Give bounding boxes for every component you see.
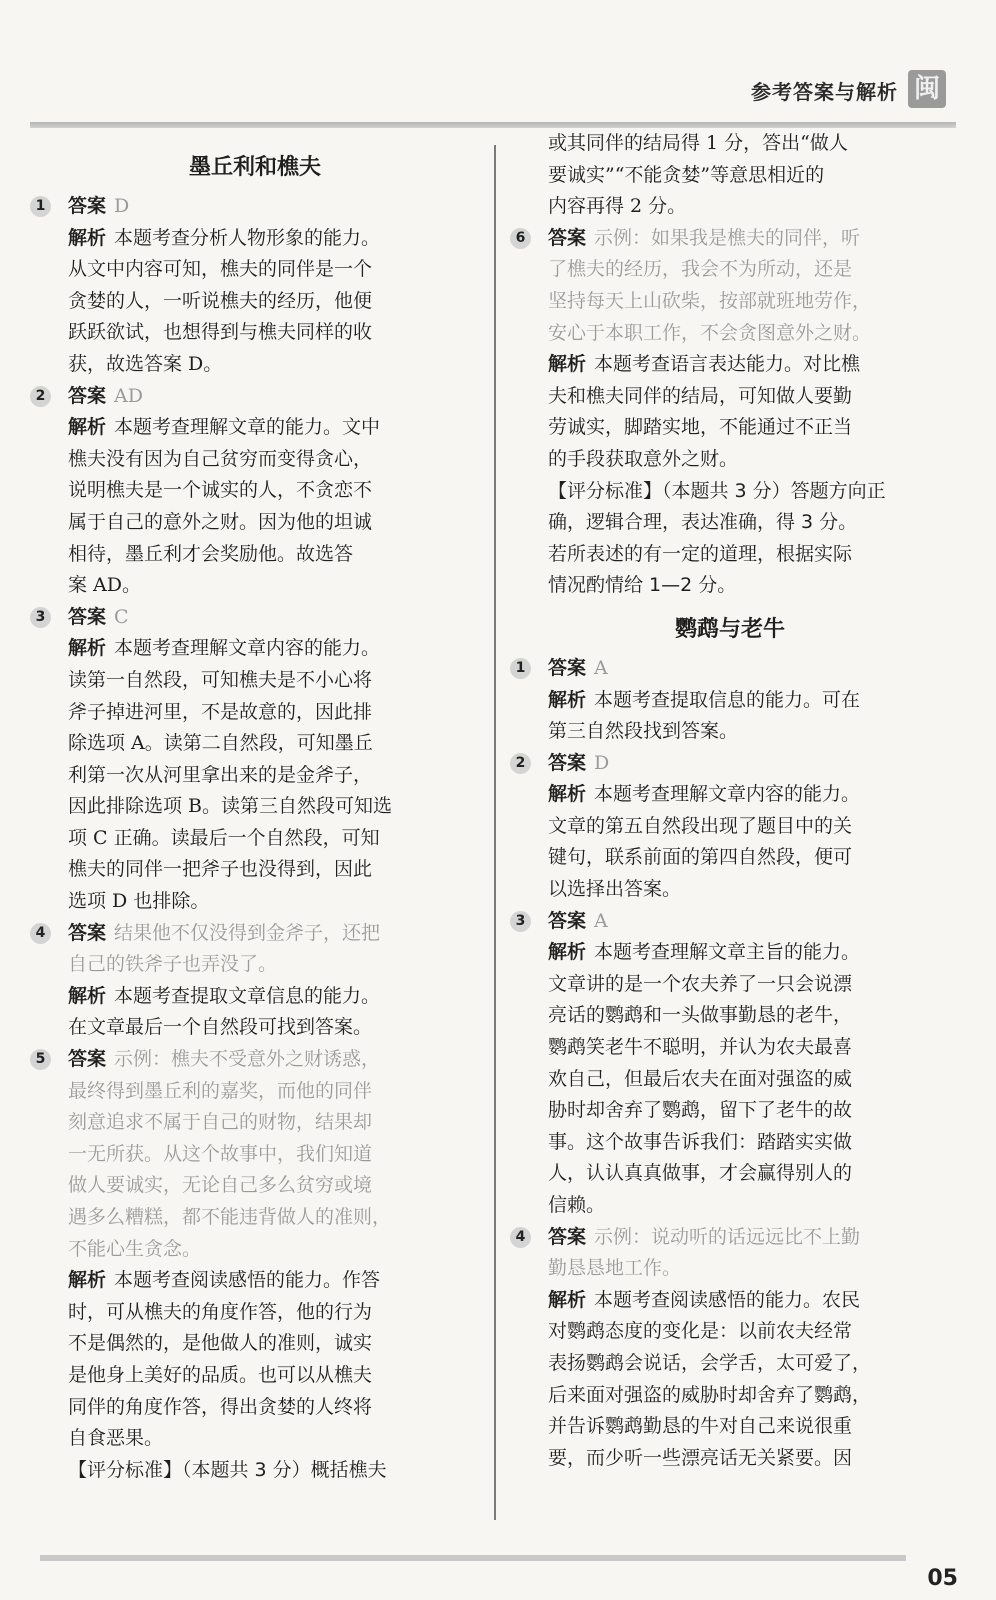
scoring-standard: 确，逻辑合理，表达准确，得 3 分。 — [548, 511, 858, 534]
question-number: 5 — [30, 1049, 51, 1070]
analysis-line: 同伴的角度作答，得出贪婪的人终将 — [68, 1395, 373, 1418]
analysis-line: 的手段获取意外之财。 — [548, 447, 739, 470]
analysis-line: 鹦鹉笑老牛不聪明，并认为农夫最喜 — [548, 1036, 853, 1059]
analysis-line: 跃跃欲试，也想得到与樵夫同样的收 — [68, 321, 373, 344]
analysis-line: 自食恶果。 — [68, 1427, 164, 1450]
question-number: 1 — [510, 658, 531, 679]
analysis-line: 夫和樵夫同伴的结局，可知做人要勤 — [548, 384, 853, 407]
answer-label: 答案 — [548, 226, 587, 249]
region-mark: 闽 — [908, 70, 946, 108]
analysis-line: 利第一次从河里拿出来的是金斧子， — [68, 763, 373, 786]
question-3 — [510, 906, 950, 1222]
answer-text: AD — [114, 384, 143, 407]
continued-line: 或其同伴的结局得 1 分，答出“做人 — [548, 132, 848, 154]
analysis-label: 解析 — [68, 226, 107, 249]
question-1 — [30, 191, 480, 381]
analysis-line: 对鹦鹉态度的变化是：以前农夫经常 — [548, 1320, 853, 1343]
section-title: 墨丘利和樵夫 — [188, 155, 321, 180]
analysis-label: 解析 — [548, 688, 587, 711]
answer-text: C — [114, 605, 129, 628]
analysis-line: 本题考查分析人物形象的能力。 — [114, 226, 381, 249]
analysis-label: 解析 — [548, 941, 587, 964]
analysis-line: 胁时却舍弃了鹦鹉，留下了老牛的故 — [548, 1099, 853, 1122]
right-column — [510, 128, 950, 1474]
answer-text: 了樵夫的经历，我会不为所动，还是 — [548, 258, 853, 281]
analysis-line: 说明樵夫是一个诚实的人，不贪恋不 — [68, 479, 373, 502]
answer-text: A — [594, 909, 608, 932]
answer-text: 示例：樵夫不受意外之财诱惑， — [114, 1048, 381, 1071]
scoring-standard: 【评分标准】（本题共 3 分）答题方向正 — [548, 479, 886, 502]
question-number: 3 — [30, 607, 51, 628]
answer-label: 答案 — [548, 1225, 587, 1248]
answer-text: A — [594, 656, 608, 679]
answer-text: 坚持每天上山砍柴，按部就班地劳作， — [548, 289, 872, 312]
left-column — [30, 140, 480, 1486]
analysis-line: 因此排除选项 B。读第三自然段可知选 — [68, 795, 393, 818]
scoring-standard: 若所表述的有一定的道理，根据实际 — [548, 542, 853, 565]
question-4 — [30, 918, 480, 1044]
answer-text: 安心于本职工作，不会贪图意外之财。 — [548, 321, 872, 344]
analysis-line: 后来面对强盗的威胁时却舍弃了鹦鹉， — [548, 1383, 872, 1406]
answer-text: 刻意追求不属于自己的财物，结果却 — [68, 1111, 373, 1134]
scoring-standard: 情况酌情给 1—2 分。 — [548, 574, 737, 597]
analysis-line: 以选择出答案。 — [548, 878, 682, 901]
answer-label: 答案 — [68, 921, 107, 944]
analysis-line: 信赖。 — [548, 1194, 606, 1216]
analysis-line: 亮话的鹦鹉和一头做事勤恳的老牛， — [548, 1004, 853, 1027]
analysis-line: 欢自己，但最后农夫在面对强盗的威 — [548, 1067, 853, 1090]
continued-line: 要诚实”“不能贪婪”等意思相近的 — [548, 163, 825, 186]
question-6 — [510, 223, 950, 602]
analysis-line: 是他身上美好的品质。也可以从樵夫 — [68, 1363, 373, 1386]
analysis-label: 解析 — [68, 637, 107, 660]
analysis-line: 获，故选答案 D。 — [68, 352, 223, 375]
analysis-line: 樵夫没有因为自己贫穷而变得贪心， — [68, 447, 373, 470]
answer-label: 答案 — [68, 384, 107, 407]
question-number: 2 — [30, 386, 51, 407]
analysis-line: 在文章最后一个自然段可找到答案。 — [68, 1016, 373, 1039]
answer-label: 答案 — [68, 195, 107, 217]
analysis-line: 樵夫的同伴一把斧子也没得到，因此 — [68, 858, 373, 881]
answer-text: 示例：如果我是樵夫的同伴，听 — [594, 226, 861, 249]
answer-text: 一无所获。从这个故事中，我们知道 — [68, 1142, 373, 1165]
analysis-label: 解析 — [548, 353, 587, 376]
answer-label: 答案 — [68, 605, 107, 628]
analysis-line: 选项 D 也排除。 — [68, 890, 210, 913]
question-1 — [510, 653, 950, 748]
analysis-line: 表扬鹦鹉会说话，会学舌，太可爱了， — [548, 1351, 872, 1374]
analysis-label: 解析 — [68, 1269, 107, 1292]
analysis-line: 人，认认真真做事，才会赢得别人的 — [548, 1162, 853, 1185]
section-title: 鹦鹉与老牛 — [674, 616, 785, 642]
analysis-line: 属于自己的意外之财。因为他的坦诚 — [68, 510, 373, 533]
analysis-line: 本题考查提取文章信息的能力。 — [114, 984, 381, 1007]
analysis-line: 本题考查理解文章内容的能力。 — [594, 783, 861, 806]
analysis-line: 键句，联系前面的第四自然段，便可 — [548, 846, 853, 869]
continued-line: 内容再得 2 分。 — [548, 195, 687, 218]
column-divider — [494, 145, 496, 1520]
answer-label: 答案 — [548, 751, 587, 774]
analysis-line: 并告诉鹦鹉勤恳的牛对自己来说很重 — [548, 1415, 853, 1438]
question-5 — [30, 1044, 480, 1486]
question-2 — [510, 748, 950, 906]
answer-label: 答案 — [548, 656, 587, 679]
analysis-line: 贪婪的人，一听说樵夫的经历，他便 — [68, 289, 373, 312]
analysis-line: 除选项 A。读第二自然段，可知墨丘 — [68, 732, 373, 755]
analysis-line: 时，可从樵夫的角度作答，他的行为 — [68, 1300, 373, 1323]
analysis-line: 文章的第五自然段出现了题目中的关 — [548, 814, 853, 837]
analysis-line: 第三自然段找到答案。 — [548, 720, 739, 743]
analysis-line: 本题考查理解文章主旨的能力。 — [594, 941, 861, 964]
analysis-label: 解析 — [548, 1288, 587, 1311]
analysis-line: 文章讲的是一个农夫养了一只会说漂 — [548, 972, 853, 995]
analysis-line: 案 AD。 — [68, 574, 141, 597]
question-3 — [30, 602, 480, 918]
analysis-line: 从文中内容可知，樵夫的同伴是一个 — [68, 258, 373, 281]
question-number: 4 — [30, 923, 51, 944]
answer-text: 示例：说动听的话远远比不上勤 — [594, 1225, 861, 1248]
analysis-label: 解析 — [68, 984, 107, 1007]
question-number: 6 — [510, 228, 531, 249]
analysis-line: 本题考查语言表达能力。对比樵 — [594, 353, 861, 376]
analysis-line: 本题考查阅读感悟的能力。作答 — [114, 1269, 381, 1292]
answer-text: 遇多么糟糕，都不能违背做人的准则， — [68, 1206, 392, 1228]
analysis-line: 本题考查阅读感悟的能力。农民 — [594, 1288, 861, 1311]
answer-text: 结果他不仅没得到金斧子，还把 — [114, 921, 381, 944]
analysis-line: 相待，墨丘利才会奖励他。故选答 — [68, 542, 354, 565]
question-2 — [30, 381, 480, 602]
question-number: 2 — [510, 753, 531, 774]
scoring-standard: 【评分标准】（本题共 3 分）概括樵夫 — [68, 1458, 387, 1481]
analysis-line: 要，而少听一些漂亮话无关紧要。因 — [548, 1446, 853, 1469]
footer-rule — [40, 1555, 906, 1561]
analysis-line: 斧子掉进河里，不是故意的，因此排 — [68, 700, 373, 723]
answer-text: 勤恳恳地工作。 — [548, 1257, 682, 1280]
analysis-line: 不是偶然的，是他做人的准则，诚实 — [68, 1332, 373, 1355]
analysis-line: 本题考查理解文章内容的能力。 — [114, 637, 381, 660]
answer-text: 做人要诚实，无论自己多么贫穷或境 — [68, 1174, 373, 1197]
answer-text: D — [594, 751, 610, 774]
answer-text: 不能心生贪念。 — [68, 1237, 202, 1260]
answer-text: 自己的铁斧子也弄没了。 — [68, 953, 278, 976]
analysis-line: 本题考查理解文章的能力。文中 — [114, 416, 381, 439]
analysis-line: 劳诚实，脚踏实地，不能通过不正当 — [548, 416, 853, 439]
page-number: 05 — [927, 1566, 958, 1591]
analysis-label: 解析 — [548, 783, 587, 806]
page-header-title: 参考答案与解析 — [751, 80, 898, 104]
answer-label: 答案 — [68, 1048, 107, 1071]
answer-text: 最终得到墨丘利的嘉奖，而他的同伴 — [68, 1079, 373, 1102]
question-number: 4 — [510, 1227, 531, 1248]
answer-label: 答案 — [548, 909, 587, 932]
analysis-line: 项 C 正确。读最后一个自然段，可知 — [68, 826, 380, 849]
analysis-line: 读第一自然段，可知樵夫是不小心将 — [68, 668, 373, 691]
question-4 — [510, 1222, 950, 1475]
analysis-line: 本题考查提取信息的能力。可在 — [594, 688, 861, 711]
question-number: 1 — [30, 196, 51, 217]
answer-text: D — [114, 195, 130, 217]
analysis-line: 事。这个故事告诉我们：踏踏实实做 — [548, 1130, 853, 1153]
analysis-label: 解析 — [68, 416, 107, 439]
question-number: 3 — [510, 911, 531, 932]
